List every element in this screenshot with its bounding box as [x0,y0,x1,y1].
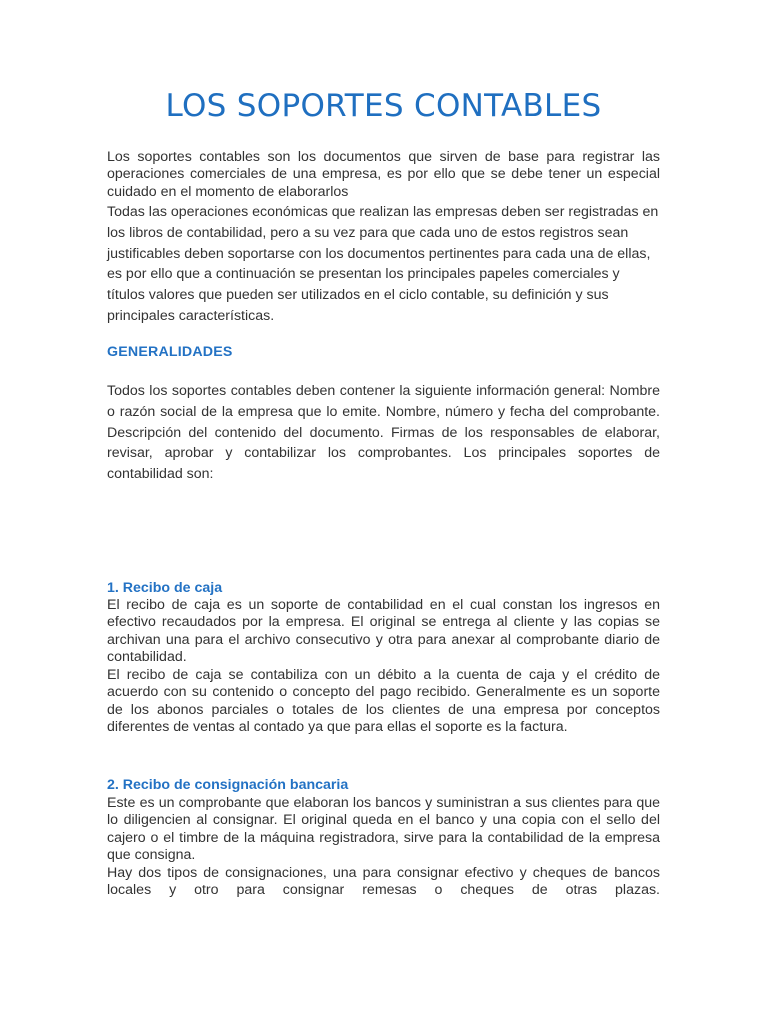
recibo-consignacion-paragraph-1: Este es un comprobante que elaboran los bancos y suministran a sus clientes para que lo diligencien al consignar. El original queda en el banco y una copia con el sello del cajero o el timbre de la máquina registradora, sirve para la contabilidad de la empresa que consigna. [107,795,660,864]
generalidades-paragraph: Todos los soportes contables deben contener la siguiente información general: Nombre o razón social de la empresa que lo emite. Nombre, número y fecha del comprobante. Descripción del contenido del documento. Firmas de los responsables de elaborar, revisar, aprobar y contabilizar los comprobantes. Los principales soportes de contabilidad son: [107,383,660,483]
intro-paragraph-2: Todas las operaciones económicas que realizan las empresas deben ser registradas en los libros de contabilidad, pero a su vez para que cada uno de estos registros sean justificables deben soportarse con los documentos pertinentes para cada una de ellas, es por ello que a continuación se presentan los principales papeles comerciales y títulos valores que pueden ser utilizados en el ciclo contable, su definición y sus principales características. [107,204,659,324]
intro-paragraph-1: Los soportes contables son los documentos que sirven de base para registrar las operaciones comerciales de una empresa, es por ello que se debe tener un especial cuidado en el momento de elaborarlos [107,149,660,200]
section-heading-recibo-caja: 1. Recibo de caja [107,580,223,596]
recibo-caja-paragraph-1: El recibo de caja es un soporte de contabilidad en el cual constan los ingresos en efectivo recaudados por la empresa. El original se entrega al cliente y las copias se archivan una para el archivo consecutivo y otra para anexar al comprobante diario de contabilidad. [107,597,660,666]
page-title: LOS SOPORTES CONTABLES [165,88,602,124]
recibo-consignacion-paragraph-2: Hay dos tipos de consignaciones, una para consignar efectivo y cheques de bancos locales y otro para consignar remesas o cheques de otras plazas. [107,865,660,899]
section-heading-recibo-consignacion: 2. Recibo de consignación bancaria [107,777,349,793]
section-heading-generalidades: GENERALIDADES [107,344,233,360]
recibo-caja-paragraph-2: El recibo de caja se contabiliza con un débito a la cuenta de caja y el crédito de acuerdo con su contenido o concepto del pago recibido. Generalmente es un soporte de los abonos parciales o totales de los clientes de una empresa por conceptos diferentes de ventas al contado ya que para ellas el soporte es la factura. [107,667,660,736]
